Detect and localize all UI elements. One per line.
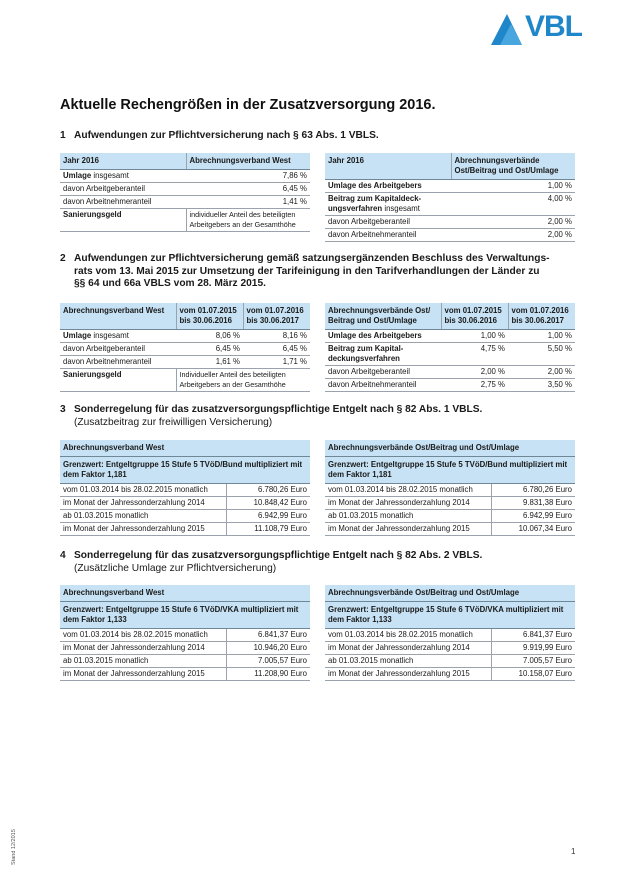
section-1-heading: 1 Aufwendungen zur Pflichtversicherung nach § 63 Abs. 1 VBLS. bbox=[60, 130, 379, 141]
s1-table-west: Jahr 2016 Abrechnungsverband West Umlage insgesamt 7,86 % davon Arbeitgeberanteil 6,45 % davon Arbeitnehmeranteil 1,41 % Sanierungsgeld individueller Anteil des beteiligten Arbeitgebers an der Gesamthöhe bbox=[60, 153, 310, 232]
s1-table-ost: Jahr 2016 Abrechnungsverbände Ost/Beitrag und Ost/Umlage Umlage des Arbeitgebers 1,00 % Beitrag zum Kapitaldeck- ungsverfahren insgesamt 4,00 % davon Arbeitgeberanteil 2,00 % davon Arbeitnehmeranteil 2,00 % bbox=[325, 153, 575, 242]
s2-table-ost: Abrechnungsverbände Ost/ Beitrag und Ost/Umlage vom 01.07.2015 bis 30.06.2016 vom 01.07.2016 bis 30.06.2017 Umlage des Arbeitgebers 1,00 % 1,00 % Beitrag zum Kapital- deckungsverfahren 4,75 % 5,50 % davon Arbeitgeberanteil 2,00 % 2,00 % davon Arbeitnehmeranteil 2,75 % 3,50 % bbox=[325, 303, 575, 392]
page-number: 1 bbox=[571, 847, 576, 856]
section-2-heading: 2 Aufwendungen zur Pflichtversicherung gemäß satzungsergänzenden Beschluss des Verwaltungs- rats vom 13. Mai 2015 zur Umsetzung der Tarifeinigung in den Tarifverhandlungen der Länder zu §§ 64 und 66a VBLS vom 28. März 2015. bbox=[60, 253, 550, 289]
s4-table-ost: Abrechnungsverbände Ost/Beitrag und Ost/Umlage Grenzwert: Entgeltgruppe 15 Stufe 6 TVöD/VKA multipliziert mit dem Faktor 1,133 vom 01.03.2014 bis 28.02.2015 monatlich 6.841,37 Euro im Monat der Jahressonderzahlung 2014 9.919,99 Euro ab 01.03.2015 monatlich 7.005,57 Euro im Monat der Jahressonderzahlung 2015 10.158,07 Euro bbox=[325, 585, 575, 681]
page-title: Aktuelle Rechengrößen in der Zusatzversorgung 2016. bbox=[60, 97, 436, 113]
vbl-logo-text: VBL bbox=[525, 10, 582, 43]
s3-table-west: Abrechnungsverband West Grenzwert: Entgeltgruppe 15 Stufe 5 TVöD/Bund multipliziert mit dem Faktor 1,181 vom 01.03.2014 bis 28.02.2015 monatlich 6.780,26 Euro im Monat der Jahressonderzahlung 2014 10.848,42 Euro ab 01.03.2015 monatlich 6.942,99 Euro im Monat der Jahressonderzahlung 2015 11.108,79 Euro bbox=[60, 440, 310, 536]
section-3-heading: 3 Sonderregelung für das zusatzversorgungspflichtige Entgelt nach § 82 Abs. 1 VBLS. (Zusatzbeitrag zur freiwilligen Versicherung) bbox=[60, 404, 483, 428]
section-4-heading: 4 Sonderregelung für das zusatzversorgungspflichtige Entgelt nach § 82 Abs. 2 VBLS. (Zusätzliche Umlage zur Pflichtversicherung) bbox=[60, 550, 483, 574]
stand-date: Stand 12/2015 bbox=[11, 829, 17, 865]
s4-table-west: Abrechnungsverband West Grenzwert: Entgeltgruppe 15 Stufe 6 TVöD/VKA multipliziert mit dem Faktor 1,133 vom 01.03.2014 bis 28.02.2015 monatlich 6.841,37 Euro im Monat der Jahressonderzahlung 2014 10.946,20 Euro ab 01.03.2015 monatlich 7.005,57 Euro im Monat der Jahressonderzahlung 2015 11.208,90 Euro bbox=[60, 585, 310, 681]
s2-table-west: Abrechnungsverband West vom 01.07.2015 bis 30.06.2016 vom 01.07.2016 bis 30.06.2017 Umlage insgesamt 8,06 % 8,16 % davon Arbeitgeberanteil 6,45 % 6,45 % davon Arbeitnehmeranteil 1,61 % 1,71 % Sanierungsgeld Individueller Anteil des beteiligten Arbeitgebers an der Gesamthöhe bbox=[60, 303, 310, 392]
s3-table-ost: Abrechnungsverbände Ost/Beitrag und Ost/Umlage Grenzwert: Entgeltgruppe 15 Stufe 5 TVöD/Bund multipliziert mit dem Faktor 1,181 vom 01.03.2014 bis 28.02.2015 monatlich 6.780,26 Euro im Monat der Jahressonderzahlung 2014 9.831,38 Euro ab 01.03.2015 monatlich 6.942,99 Euro im Monat der Jahressonderzahlung 2015 10.067,34 Euro bbox=[325, 440, 575, 536]
